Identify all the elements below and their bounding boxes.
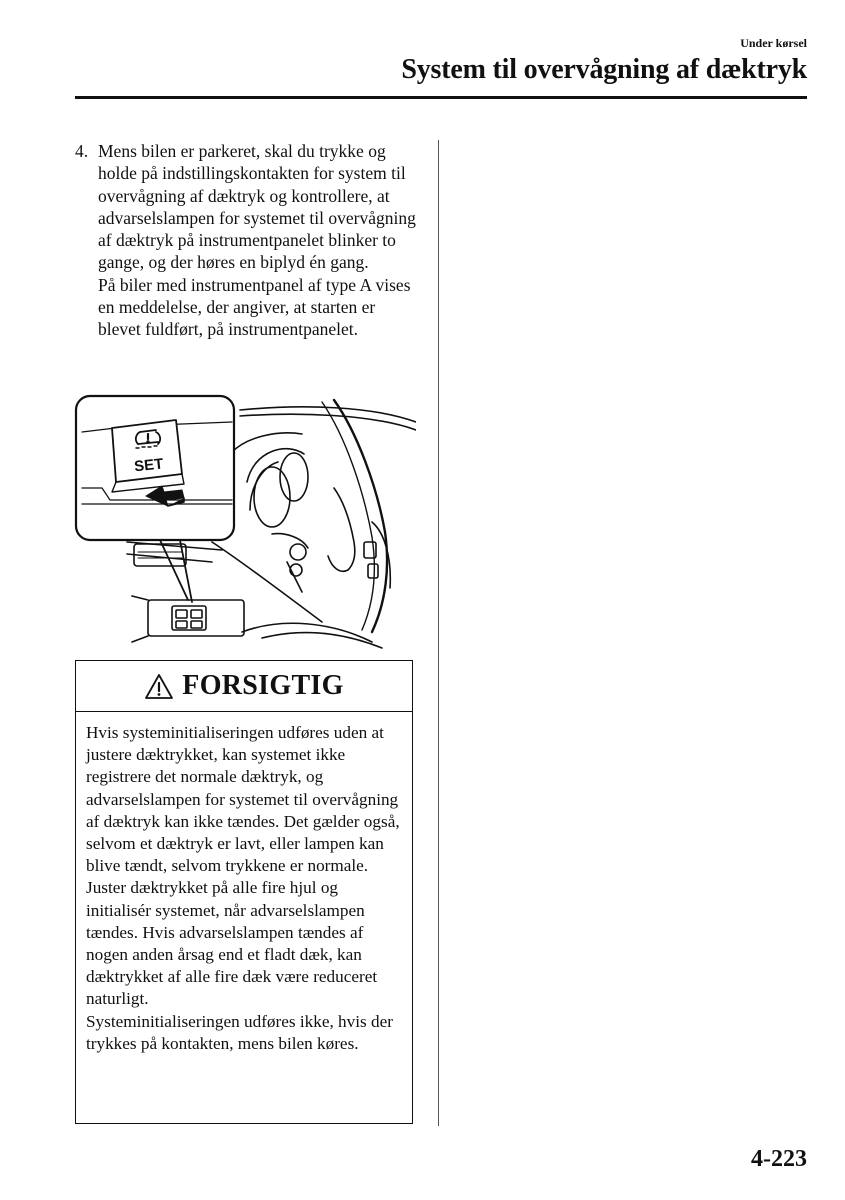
page-title: System til overvågning af dæktryk [401,54,807,85]
caution-paragraph: Hvis systeminitialiseringen udføres uden at justere dæktrykket, kan systemet ikke registrere det normale dæktryk, og advarselslampen for systemet til overvågning af dæktryk kan ikke tændes. Det gælder også, selvom et dæktryk er lavt, eller lampen kan blive tændt, selvom trykkene er normale. [86,723,400,876]
column-divider [438,140,439,1126]
caution-paragraph: Juster dæktrykket på alle fire hjul og initialisér systemet, når advarselslampen tændes. Hvis advarselslampen tændes af nogen anden årsag end et fladt dæk, kan dæktrykket af alle fire dæk være reduceret naturligt. [86,878,378,1009]
caution-paragraph: Systeminitialiseringen udføres ikke, hvis der trykkes på kontakten, mens bilen køres. [86,1011,393,1053]
dashboard-illustration [72,392,416,652]
step-number: 4. [75,141,89,161]
step-4 [75,140,420,341]
section-label: Under kørsel [740,36,807,50]
step-text: Mens bilen er parkeret, skal du trykke og holde på indstillingskontakten for system til overvågning af dæktryk og kontrollere, at advarselslampen for systemet til overvågning af dæktryk på instrumentpanelet blinker to gange, og der høres en biplyd én gang. [98,141,416,273]
steering-wheel-icon [322,400,390,632]
caution-header [76,661,412,712]
caution-body [76,712,412,1055]
warning-triangle-icon [144,673,174,700]
set-button-label: SET [133,455,165,476]
header-rule [75,96,807,99]
caution-box [75,660,413,1124]
step-extra-text: På biler med instrumentpanel af type A vises en meddelelse, der angiver, at starten er blevet fuldført, på instrumentpanelet. [98,274,411,340]
page-number: 4-223 [751,1146,807,1172]
caution-title: FORSIGTIG [182,670,344,701]
